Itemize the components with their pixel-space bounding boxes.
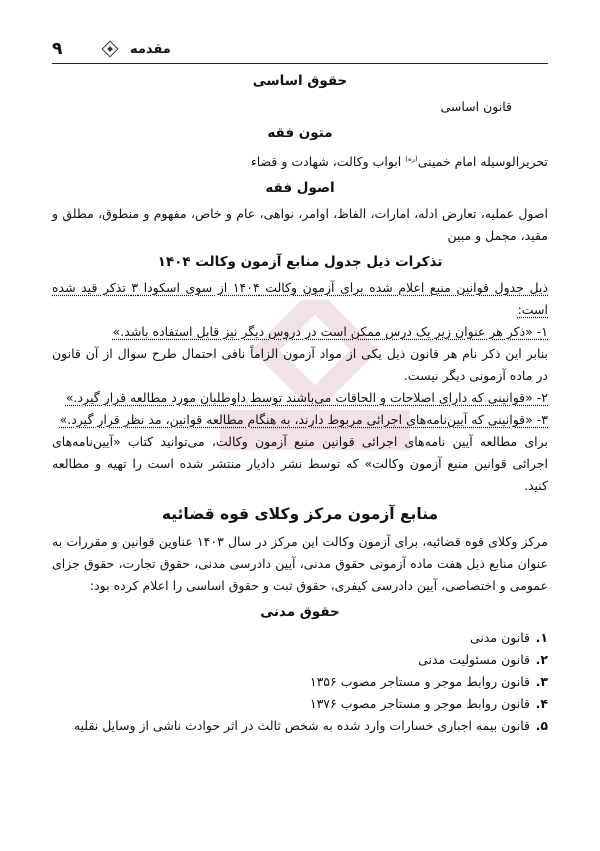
section-heading: حقوق مدنی — [260, 604, 340, 621]
paragraph-text: برای مطالعه آیین نامه‌های اجرائی قوانین منبع آزمون وکالت، می‌توانید کتاب «آیین‌نامه‌های اجرائی قوانین منبع آزمون وکالت» که توسط نشر دادیار منتشر شده است را تهیه و مطالعه کنید. — [52, 434, 548, 494]
list-text: قانون مدنی — [469, 630, 530, 646]
paragraph — [52, 409, 548, 431]
paragraph — [52, 277, 548, 321]
paragraph-text: ۱- «ذکر هر عنوان زیر یک درس ممکن است در دروس دیگر نیز قابل استفاده باشد.» — [112, 324, 548, 340]
numbered-list — [52, 627, 548, 737]
paragraph-text: اصول عملیه، تعارض ادله، امارات، الفاظ، اوامر، نواهی، عام و خاص، مفهوم و منطوق، مطلق و مقید، مجمل و مبین — [52, 206, 548, 244]
chapter-heading: منابع آزمون مرکز وکلای قوه قضائیه — [161, 505, 439, 524]
paragraph-text: تحریرالوسیله امام خمینی — [417, 154, 548, 170]
list-text: قانون مسئولیت مدنی — [418, 652, 530, 668]
list-text: قانون روابط موجر و مستاجر مصوب ۱۳۵۶ — [309, 674, 530, 690]
section-heading: تذکرات ذیل جدول منابع آزمون وکالت ۱۴۰۴ — [157, 254, 443, 271]
paragraph — [52, 203, 548, 247]
list-item — [52, 693, 548, 715]
section-title: مقدمه — [130, 41, 171, 57]
list-item — [52, 671, 548, 693]
list-text: قانون بیمه اجباری خسارات وارد شده به شخص ثالث در اثر حوادث ناشی از وسایل نقلیه — [73, 718, 530, 734]
paragraph — [52, 387, 548, 409]
running-header — [52, 38, 548, 60]
paragraph — [52, 343, 548, 387]
paragraph-text: ذیل جدول قوانین منبع اعلام شده برای آزمون وکالت ۱۴۰۴ از سوی اسکودا ۳ تذکر قید شده است: — [52, 280, 549, 318]
list-text: قانون روابط موجر و مستاجر مصوب ۱۳۷۶ — [309, 696, 530, 712]
paragraph — [52, 431, 548, 497]
list-number: ۲. — [535, 652, 548, 668]
header-rule — [52, 63, 548, 64]
paragraph-text: بنابر این ذکر نام هر قانون ذیل یکی از مواد آزمون الزاماً نافی احتمال طرح سوال از آن قانون در ماده آزمونی دیگر نیست. — [52, 346, 548, 384]
list-number: ۱. — [535, 630, 548, 646]
paragraph — [52, 96, 548, 118]
paragraph-text: قانون اساسی — [440, 99, 512, 114]
section-heading: اصول فقه — [265, 180, 335, 197]
list-number: ۴. — [535, 696, 548, 712]
list-item — [52, 715, 548, 737]
page-number: ۹ — [52, 39, 63, 59]
paragraph — [52, 321, 548, 343]
list-number: ۳. — [535, 674, 548, 690]
paragraph-text: ۲- «قوانینی که دارای اصلاحات و الحاقات می‌باشند توسط داوطلبان مورد مطالعه قرار گیرد.» — [65, 390, 548, 406]
paragraph — [52, 531, 548, 597]
diamond-ornament-icon — [102, 41, 118, 57]
list-number: ۵. — [535, 718, 548, 734]
section-heading: متون فقه — [267, 125, 333, 141]
section-heading: حقوق اساسی — [252, 73, 348, 89]
list-item — [52, 627, 548, 649]
page-body — [52, 70, 548, 737]
honorific-superscript: (ره) — [405, 155, 418, 163]
paragraph-text: مرکز وکلای قوه قضائیه، برای آزمون وکالت این مرکز در سال ۱۴۰۳ عناوین قوانین و مقررات به عنوان منابع ذیل هفت ماده آزمونی حقوق مدنی، آیین دادرسی مدنی، حقوق تجارت، حقوق جزای عمومی و اختصاصی، آیین دادرسی کیفری، حقوق ثبت و حقوق اساسی را اعلام کرده بود: — [52, 534, 548, 594]
paragraph-text: ابواب وکالت، شهادت و قضاء — [250, 154, 406, 170]
list-item — [52, 649, 548, 671]
paragraph — [52, 148, 548, 173]
paragraph-text: ۳- «قوانینی که آیین‌نامه‌های اجرائی مربوط دارند، به هنگام مطالعه قوانین، مد نظر قرار گیرد.» — [59, 412, 548, 428]
